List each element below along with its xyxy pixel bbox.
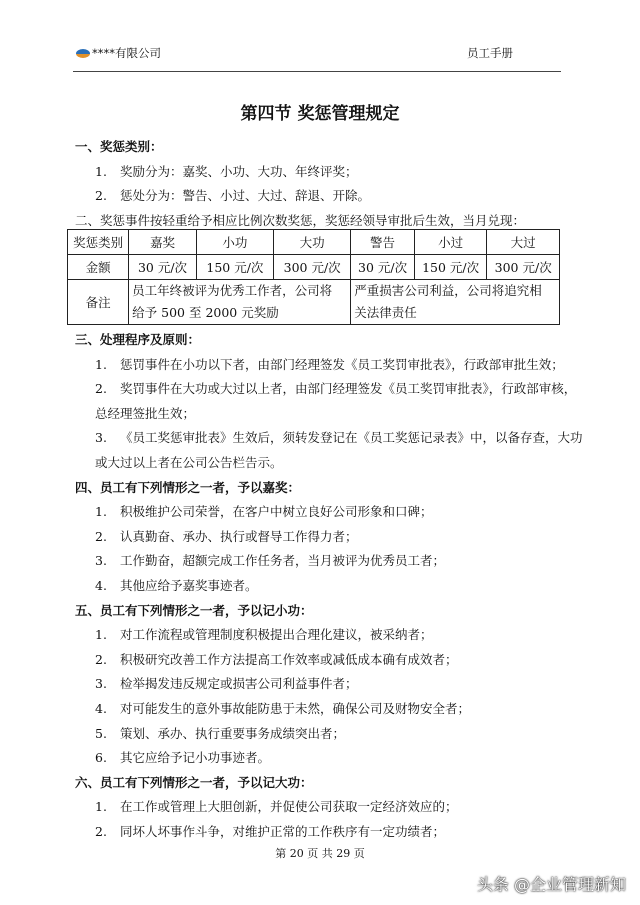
company-logo-icon (76, 49, 90, 58)
section-1 (75, 135, 565, 233)
item-text: 积极研究改善工作方法提高工作效率或减低成本确有成效者； (120, 651, 458, 667)
section-heading: 三、处理程序及原则： (75, 332, 201, 347)
item-text: 认真勤奋、承办、执行或督导工作得力者； (120, 528, 358, 544)
item-number: 2. (95, 188, 107, 204)
note-penalty (351, 280, 560, 325)
company-name: ****有限公司 (92, 46, 161, 60)
item-text: 其它应给予记小功事迹者。 (120, 750, 271, 766)
note-line: 给予 500 至 2000 元奖励 (132, 305, 279, 320)
table-cell: 嘉奖 (129, 230, 197, 255)
list-item (75, 623, 565, 648)
item-number: 1. (95, 356, 107, 372)
item-number: 2. (95, 823, 107, 839)
list-item (75, 574, 565, 599)
item-text: 同坏人坏事作斗争，对维护正常的工作秩序有一定功绩者； (120, 823, 446, 839)
table-cell: 小过 (414, 230, 487, 255)
item-number: 2. (95, 528, 107, 544)
item-text: 策划、承办、执行重要事务成绩突出者； (120, 725, 346, 741)
list-item (75, 820, 565, 845)
item-number: 1. (95, 799, 107, 815)
item-text: 检举揭发违反规定或损害公司利益事件者； (120, 676, 358, 692)
list-item (75, 184, 565, 209)
item-number: 5. (95, 725, 107, 741)
item-text: 惩罚事件在小功以下者，由部门经理签发《员工奖罚审批表》，行政部审批生效； (120, 356, 564, 372)
item-text: 其他应给予嘉奖事迹者。 (120, 577, 258, 593)
section-heading: 六、员工有下列情形之一者，予以记大功： (75, 774, 313, 790)
item-text: 积极维护公司荣誉，在客户中树立良好公司形象和口碑； (120, 504, 433, 520)
table-cell: 奖惩类别 (68, 230, 129, 255)
item-number: 2. (95, 651, 107, 667)
table-row (68, 280, 560, 325)
table-cell: 300 元/次 (487, 255, 560, 280)
note-line: 关法律责任 (354, 305, 417, 320)
table-row (68, 255, 560, 280)
item-text: 对可能发生的意外事故能防患于未然，确保公司及财物安全者； (120, 700, 471, 716)
table-cell: 300 元/次 (274, 255, 351, 280)
reward-penalty-table (67, 229, 560, 325)
table-cell: 金额 (68, 255, 129, 280)
section-heading: 一、奖惩类别： (75, 139, 163, 154)
table-cell: 警告 (351, 230, 415, 255)
list-item (75, 648, 565, 673)
page-number: 第 20 页 共 29 页 (275, 847, 365, 860)
list-item (75, 426, 583, 451)
item-text-continued: 或大过以上者在公司公告栏告示。 (95, 454, 283, 470)
item-number: 3. (95, 430, 107, 446)
table-cell: 30 元/次 (129, 255, 197, 280)
item-number: 1. (95, 163, 107, 179)
table-cell: 大功 (274, 230, 351, 255)
watermark: 头条 @企业管理新知 (476, 875, 626, 894)
note-reward (129, 280, 351, 325)
list-item (75, 353, 565, 378)
list-item (75, 500, 565, 525)
note-line: 严重损害公司利益，公司将追究相 (354, 283, 542, 298)
header-manual: 员工手册 (467, 46, 513, 60)
item-text: 惩处分为：警告、小过、大过、辞退、开除。 (120, 188, 371, 204)
table-cell: 大过 (487, 230, 560, 255)
item-text: 工作勤奋，超额完成工作任务者，当月被评为优秀员工者； (120, 553, 446, 569)
item-text: 奖励分为：嘉奖、小功、大功、年终评奖； (120, 163, 358, 179)
section-heading: 四、员工有下列情形之一者，予以嘉奖： (75, 479, 301, 495)
header-company (76, 45, 161, 61)
page-title: 第四节 奖惩管理规定 (240, 104, 400, 124)
item-number: 4. (95, 577, 107, 593)
item-number: 4. (95, 700, 107, 716)
item-number: 1. (95, 504, 107, 520)
table-cell: 150 元/次 (196, 255, 273, 280)
list-item (75, 746, 565, 771)
item-text: 《员工奖惩审批表》生效后，须转发登记在《员工奖惩记录表》中，以备存查，大功 (120, 430, 583, 446)
item-number: 3. (95, 553, 107, 569)
list-item (75, 160, 565, 185)
list-item (75, 697, 565, 722)
list-item (75, 795, 565, 820)
note-line: 员工年终被评为优秀工作者，公司将 (132, 283, 333, 298)
table-cell: 30 元/次 (351, 255, 415, 280)
item-number: 3. (95, 676, 107, 692)
table-cell: 小功 (196, 230, 273, 255)
sections-3-6 (75, 328, 583, 844)
list-item (75, 549, 565, 574)
list-item (75, 722, 565, 747)
table-cell: 150 元/次 (414, 255, 487, 280)
item-text-continued: 总经理签批生效； (95, 405, 196, 421)
item-text: 奖罚事件在大功或大过以上者，由部门经理签发《员工奖罚审批表》，行政部审核， (120, 381, 577, 397)
list-item (75, 525, 565, 550)
table-cell: 备注 (68, 280, 129, 325)
list-item (75, 672, 565, 697)
item-number: 2. (95, 381, 107, 397)
table-row (68, 230, 560, 255)
item-text: 在工作或管理上大胆创新，并促使公司获取一定经济效应的； (120, 799, 458, 815)
item-number: 1. (95, 627, 107, 643)
section-heading: 五、员工有下列情形之一者，予以记小功： (75, 602, 313, 618)
list-item (75, 377, 577, 402)
section-2-heading: 二、奖惩事件按轻重给予相应比例次数奖惩，奖惩经领导审批后生效，当月兑现： (75, 212, 526, 228)
item-text: 对工作流程或管理制度积极提出合理化建议，被采纳者； (120, 627, 433, 643)
header-divider (73, 71, 561, 72)
item-number: 6. (95, 750, 107, 766)
